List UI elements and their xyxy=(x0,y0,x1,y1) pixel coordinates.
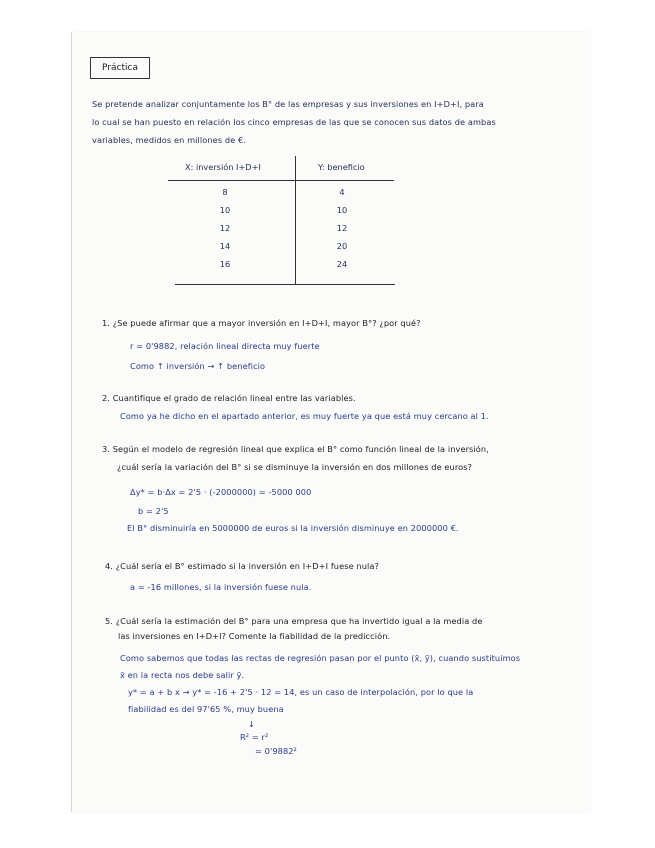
answer-5-line-2: x̄ en la recta nos debe salir ȳ. xyxy=(120,670,245,680)
table-cell: 10 xyxy=(219,205,231,215)
question-2: 2. Cuantifique el grado de relación lineal entre las variables. xyxy=(102,393,356,403)
table-cell: 14 xyxy=(219,241,231,251)
page-title: Práctica xyxy=(90,57,150,79)
table-header-y: Y: beneficio xyxy=(318,162,365,172)
table-cell: 12 xyxy=(219,223,231,233)
table-cell: 20 xyxy=(336,241,348,251)
answer-5-line-3: y* = a + b x → y* = -16 + 2'5 · 12 = 14, es un caso de interpolación, por lo que la xyxy=(128,687,474,697)
question-1: 1. ¿Se puede afirmar que a mayor inversión en I+D+I, mayor B°? ¿por qué? xyxy=(102,318,421,328)
answer-5-line-1: Como sabemos que todas las rectas de regresión pasan por el punto (x̄, ȳ), cuando sustituimos xyxy=(120,653,521,663)
question-5-line-1: 5. ¿Cuál sería la estimación del B° para una empresa que ha invertido igual a la media de xyxy=(105,616,483,626)
question-3-line-2: ¿cuál sería la variación del B° si se disminuye la inversión en dos millones de euros? xyxy=(117,462,473,472)
answer-3-line-1: Δy* = b·Δx = 2'5 · (-2000000) = -5000 000 xyxy=(130,487,312,497)
intro-line-1: Se pretende analizar conjuntamente los B° de las empresas y sus inversiones en I+D+I, para xyxy=(92,99,484,109)
table-cell: 10 xyxy=(336,205,348,215)
table-column-divider xyxy=(295,156,296,284)
question-5-line-2: las inversiones en I+D+I? Comente la fiabilidad de la predicción. xyxy=(118,631,391,641)
table-cell: 12 xyxy=(336,223,348,233)
question-4: 4. ¿Cuál sería el B° estimado si la inversión en I+D+I fuese nula? xyxy=(105,561,379,571)
table-cell: 24 xyxy=(336,259,348,269)
answer-5-arrow: ↓ xyxy=(248,719,255,729)
answer-5-value: = 0'9882² xyxy=(255,746,297,756)
answer-3-line-3: El B° disminuiría en 5000000 de euros si la inversión disminuye en 2000000 €. xyxy=(127,523,459,533)
table-bottom-rule xyxy=(175,284,395,285)
answer-4-line-1: a = -16 millones, si la inversión fuese nula. xyxy=(130,582,312,592)
question-3-line-1: 3. Según el modelo de regresión lineal que explica el B° como función lineal de la inversión, xyxy=(102,444,489,454)
table-cell: 8 xyxy=(222,187,228,197)
table-cell: 16 xyxy=(219,259,231,269)
answer-3-line-2: b = 2'5 xyxy=(138,506,169,516)
answer-2-line-1: Como ya he dicho en el apartado anterior, es muy fuerte ya que está muy cercano al 1. xyxy=(120,411,489,421)
table-header-rule xyxy=(168,180,394,181)
intro-line-3: variables, medidos en millones de €. xyxy=(92,135,247,145)
answer-5-line-4: fiabilidad es del 97'65 %, muy buena xyxy=(128,704,284,714)
table-header-x: X: inversión I+D+I xyxy=(185,162,261,172)
answer-1-line-1: r = 0'9882, relación lineal directa muy fuerte xyxy=(130,341,320,351)
table-cell: 4 xyxy=(339,187,345,197)
answer-5-formula: R² = r² xyxy=(240,732,269,742)
answer-1-line-2: Como ↑ inversión → ↑ beneficio xyxy=(130,361,266,371)
intro-line-2: lo cual se han puesto en relación los cinco empresas de las que se conocen sus datos de ambas xyxy=(92,117,496,127)
